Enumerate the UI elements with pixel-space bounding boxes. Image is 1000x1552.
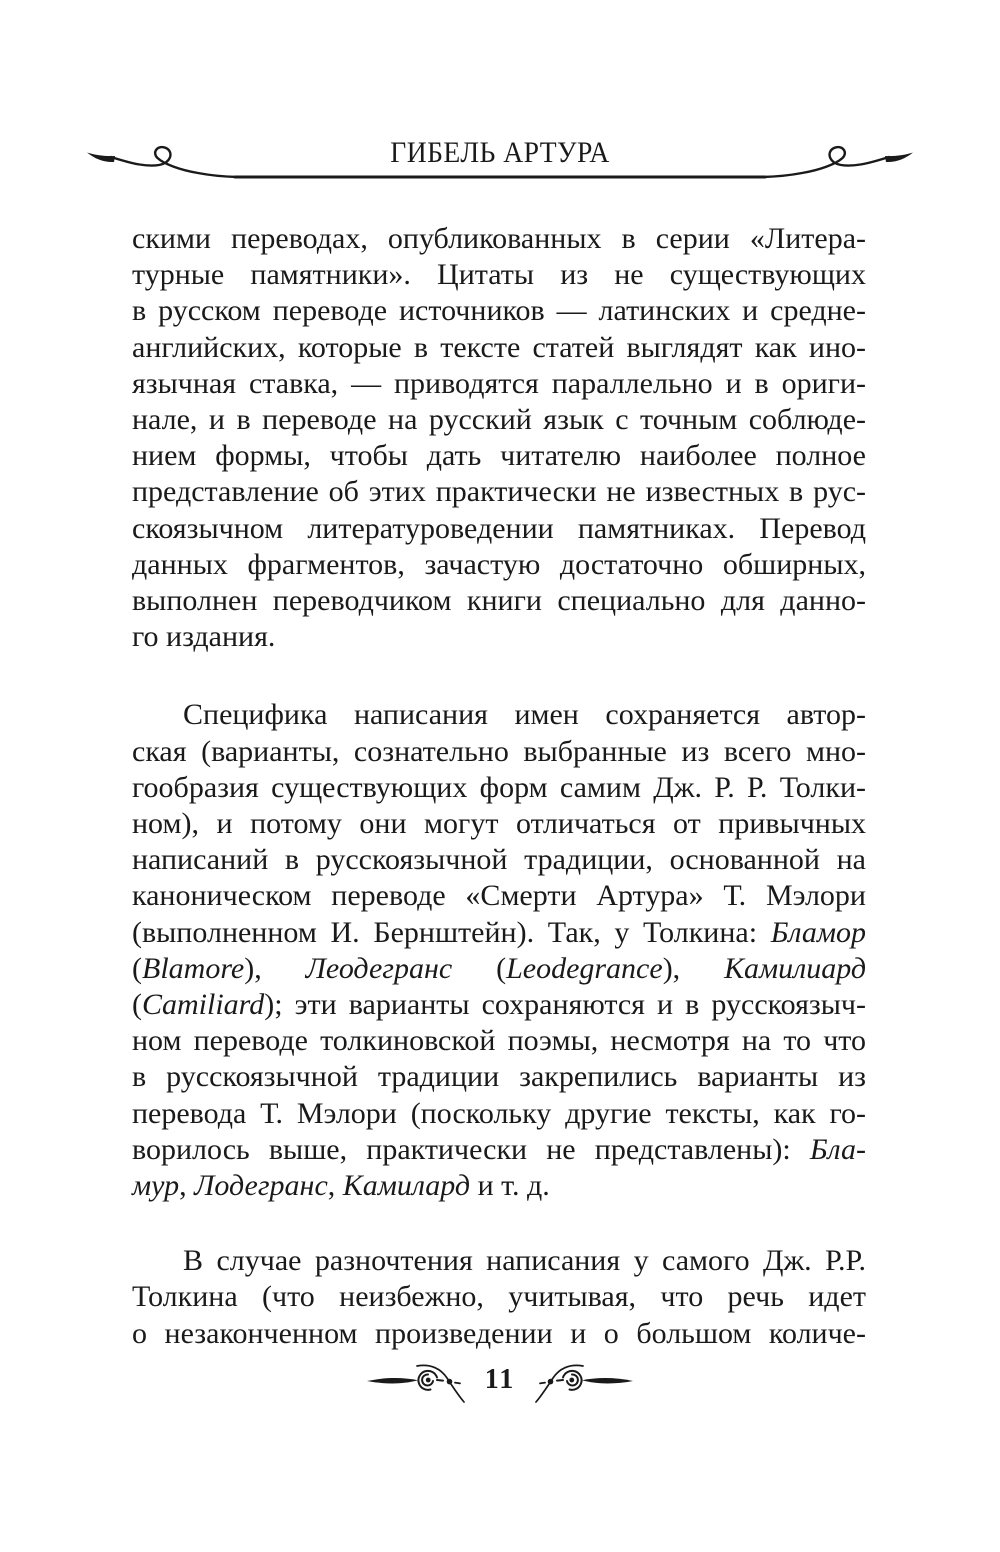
italic-text-segment: Blamore — [142, 951, 245, 985]
text-line — [132, 1168, 866, 1204]
italic-text-segment: Камилиард — [724, 951, 866, 985]
text-segment: , — [327, 1169, 343, 1203]
text-line — [132, 806, 866, 842]
running-title: ГИБЕЛЬ АРТУРА — [390, 136, 610, 169]
text-line — [132, 221, 866, 257]
text-segment: ном переводе толкиновской поэмы, несмотря на то что — [132, 1024, 866, 1058]
text-segment: и т. д. — [470, 1169, 550, 1203]
text-line — [132, 583, 866, 619]
text-segment: Толкина (что неизбежно, учитывая, что речь идет — [132, 1280, 866, 1314]
text-line — [132, 1132, 866, 1168]
text-segment: ( — [452, 951, 507, 985]
text-segment: выполнен переводчиком книги специально для данно- — [132, 584, 866, 618]
text-line — [132, 951, 866, 987]
text-line — [132, 474, 866, 510]
text-segment: нале, и в переводе на русский язык с точным соблюде- — [132, 403, 866, 437]
text-line — [132, 511, 866, 547]
body-text — [132, 221, 866, 1352]
text-segment: язычная ставка, — приводятся параллельно и в ориги- — [132, 366, 866, 400]
text-segment: турные памятники». Цитаты из не существующих — [132, 258, 866, 292]
text-segment: ( — [132, 988, 142, 1022]
text-line — [132, 842, 866, 878]
text-line — [132, 366, 866, 402]
text-segment: каноническом переводе «Смерти Артура» Т. Мэлори — [132, 879, 866, 913]
text-segment: в русском переводе источников — латинских и средне- — [132, 294, 866, 328]
text-line — [132, 547, 866, 583]
text-line — [132, 1059, 866, 1095]
text-line — [132, 987, 866, 1023]
text-segment: ), — [662, 951, 725, 985]
page-number: 11 — [484, 1364, 516, 1395]
text-line — [132, 734, 866, 770]
text-segment: написаний в русскоязычной традиции, основанной на — [132, 843, 866, 877]
text-segment: представление об этих практически не известных в рус- — [132, 475, 866, 509]
text-segment: скими переводах, опубликованных в серии «Литера- — [132, 222, 866, 255]
footer-right-flourish-icon — [535, 1359, 635, 1405]
text-line — [132, 293, 866, 329]
text-line — [132, 1096, 866, 1132]
text-segment: в русскоязычной традиции закрепились варианты из — [132, 1060, 866, 1094]
text-segment: данных фрагментов, зачастую достаточно обширных, — [132, 547, 866, 581]
text-segment: ворилось выше, практически не представлены): — [132, 1132, 810, 1166]
text-line — [132, 1316, 866, 1352]
text-segment: ( — [132, 951, 142, 985]
text-segment: нием формы, чтобы дать читателю наиболее полное — [132, 439, 866, 473]
text-segment: скоязычном литературоведении памятниках. Перевод — [132, 511, 866, 545]
text-segment: о незаконченном произведении и о большом количе- — [132, 1316, 866, 1350]
italic-text-segment: Леодегранс — [305, 951, 453, 985]
text-line — [132, 1023, 866, 1059]
text-segment: (выполненном И. Бернштейн). Так, у Толкина: — [132, 915, 771, 949]
text-line — [132, 330, 866, 366]
italic-text-segment: мур — [132, 1169, 180, 1203]
paragraph — [132, 1243, 866, 1352]
paragraph — [132, 221, 866, 655]
footer-left-flourish-icon — [365, 1359, 465, 1405]
italic-text-segment: Камилард — [342, 1169, 471, 1203]
italic-text-segment: Camiliard — [142, 988, 265, 1022]
italic-text-segment: Бла- — [809, 1132, 866, 1166]
header-flourish-rule-icon — [85, 140, 915, 192]
text-line — [132, 1243, 866, 1279]
text-segment: го издания. — [132, 620, 276, 654]
text-line — [132, 257, 866, 293]
text-segment: , — [179, 1169, 195, 1203]
text-line — [132, 402, 866, 438]
text-line — [132, 770, 866, 806]
text-segment: перевода Т. Мэлори (поскольку другие тексты, как го- — [132, 1096, 866, 1130]
page-footer — [0, 1356, 1000, 1408]
paragraph — [132, 697, 866, 1204]
text-line — [132, 619, 866, 655]
text-line — [132, 915, 866, 951]
text-line — [132, 438, 866, 474]
text-segment: ), — [244, 951, 306, 985]
italic-text-segment: Лодегранс — [194, 1169, 328, 1203]
text-segment: английских, которые в тексте статей выглядят как ино- — [132, 330, 866, 364]
italic-text-segment: Leodegrance — [506, 951, 663, 985]
text-line — [132, 878, 866, 914]
text-segment: В случае разночтения написания у самого Дж. Р.Р. — [183, 1244, 866, 1278]
text-line — [132, 1279, 866, 1315]
text-segment: ном), и потому они могут отличаться от привычных — [132, 807, 866, 841]
text-segment: гообразия существующих форм самим Дж. Р. Р. Толки- — [132, 770, 866, 804]
text-segment: Специфика написания имен сохраняется автор- — [183, 698, 866, 732]
text-line — [132, 697, 866, 733]
italic-text-segment: Бламор — [770, 915, 866, 949]
text-segment: ); эти варианты сохраняются и в русскоязыч- — [264, 988, 866, 1022]
text-segment: ская (варианты, сознательно выбранные из всего мно- — [132, 734, 866, 768]
